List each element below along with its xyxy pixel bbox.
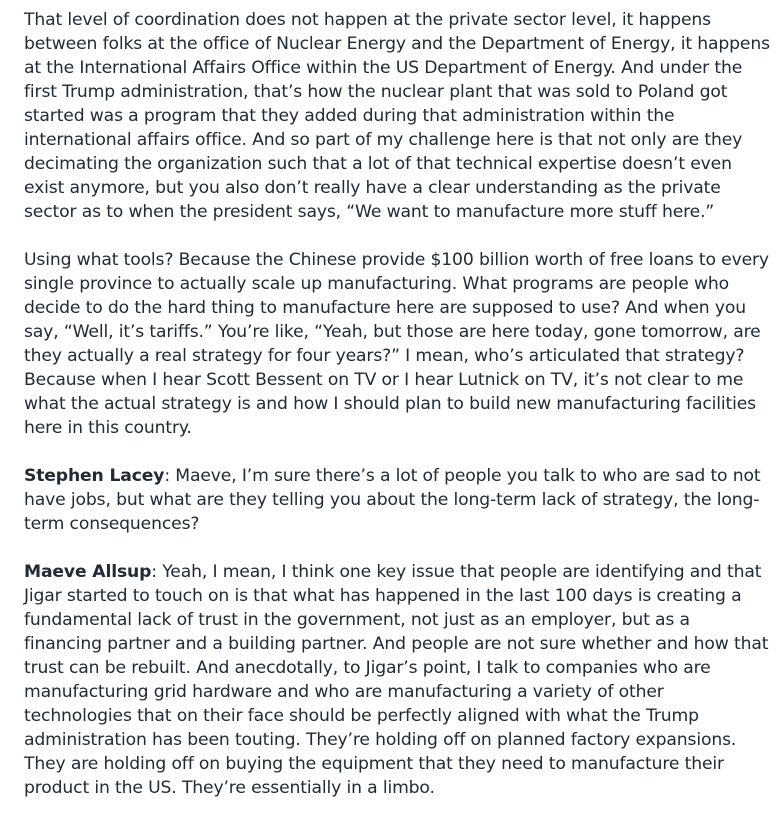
paragraph-text: That level of coordination does not happen at the private sector level, it happens between folks at the office of Nuclear Energy and the Department of Energy, it happens at the International Affairs Office within the US Department of Energy. And under the first Trump administration, that’s how the nuclear plant that was sold to Poland got started was a program that they added during that administration within the international affairs office. And so part of my challenge here is that not only are they decimating the organization such that a lot of that technical expertise doesn’t even exist anymore, but you also don’t really have a clear understanding as the private sector as to when the president says, “We want to manufacture more stuff here.” xyxy=(24,10,770,222)
transcript-paragraph xyxy=(24,8,770,224)
transcript-paragraph xyxy=(24,560,770,800)
transcript-paragraph xyxy=(24,248,770,440)
paragraph-text: : Maeve, I’m sure there’s a lot of people you talk to who are sad to not have jobs, but what are they telling you about the long-term lack of strategy, the long-term consequences? xyxy=(24,466,761,534)
transcript-paragraph xyxy=(24,464,770,536)
paragraph-text: Using what tools? Because the Chinese provide $100 billion worth of free loans to every single province to actually scale up manufacturing. What programs are people who decide to do the hard thing to manufacture here are supposed to use? And when you say, “Well, it’s tariffs.” You’re like, “Yeah, but those are here today, gone tomorrow, are they actually a real strategy for four years?” I mean, who’s articulated that strategy? Because when I hear Scott Bessent on TV or I hear Lutnick on TV, it’s not clear to me what the actual strategy is and how I should plan to build new manufacturing facilities here in this country. xyxy=(24,250,769,438)
paragraph-text: : Yeah, I mean, I think one key issue that people are identifying and that Jigar started to touch on is that what has happened in the last 100 days is creating a fundamental lack of trust in the government, not just as an employer, but as a financing partner and a building partner. And people are not sure whether and how that trust can be rebuilt. And anecdotally, to Jigar’s point, I talk to companies who are manufacturing grid hardware and who are manufacturing a variety of other technologies that on their face should be perfectly aligned with what the Trump administration has been touting. They’re holding off on planned factory expansions. They are holding off on buying the equipment that they need to manufacture their product in the US. They’re essentially in a limbo. xyxy=(24,562,769,798)
speaker-name: Maeve Allsup xyxy=(24,562,152,582)
speaker-name: Stephen Lacey xyxy=(24,466,165,486)
